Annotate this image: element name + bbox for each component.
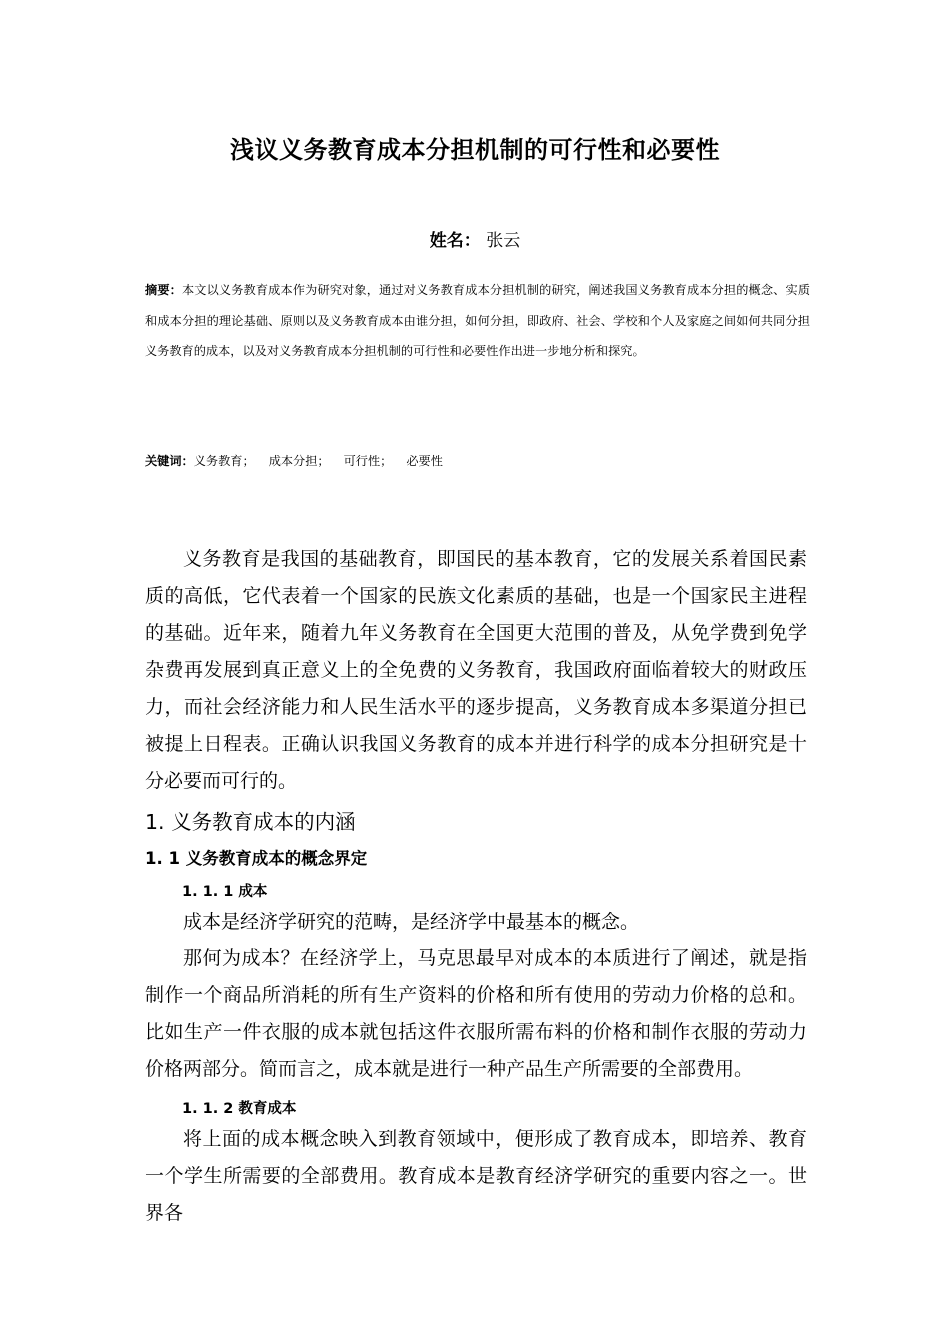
document-title: 浅议义务教育成本分担机制的可行性和必要性 (230, 136, 720, 164)
subsubsection-heading: 1. 1. 2 教育成本 (182, 1101, 297, 1117)
author-line (0, 226, 950, 251)
paragraph: 那何为成本？在经济学上，马克思最早对成本的本质进行了阐述，就是指制作一个商品所消耗的所有生产资料的价格和所有使用的劳动力价格的总和。比如生产一件衣服的成本就包括这件衣服所需布料的价格和制作衣服的劳动力价格两部分。简而言之，成本就是进行一种产品生产所需要的全部费用。 (145, 947, 807, 1080)
section-heading: 1. 义务教育成本的内涵 (145, 810, 356, 834)
abstract-text: 本文以义务教育成本作为研究对象，通过对义务教育成本分担机制的研究，阐述我国义务教育成本分担的概念、实质和成本分担的理论基础、原则以及义务教育成本由谁分担，如何分担，即政府、社会、学校和个人及家庭之间如何共同分担义务教育的成本，以及对义务教育成本分担机制的可行性和必要性作出进一步地分析和探究。 (145, 283, 811, 358)
keyword: 可行性； (343, 454, 393, 468)
keyword: 必要性 (406, 454, 443, 468)
subsubsection-heading: 1. 1. 1 成本 (182, 884, 268, 900)
author-label: 姓名： (429, 231, 481, 251)
intro-paragraph: 义务教育是我国的基础教育，即国民的基本教育，它的发展关系着国民素质的高低，它代表着一个国家的民族文化素质的基础，也是一个国家民主进程的基础。近年来，随着九年义务教育在全国更大范围的普及，从免学费到免学杂费再发展到真正意义上的全免费的义务教育，我国政府面临着较大的财政压力，而社会经济能力和人民生活水平的逐步提高，义务教育成本多渠道分担已被提上日程表。正确认识我国义务教育的成本并进行科学的成本分担研究是十分必要而可行的。 (145, 548, 807, 792)
keywords (145, 452, 810, 469)
keyword: 义务教育； (193, 454, 255, 468)
author-name: 张云 (486, 231, 521, 251)
subsection-heading: 1. 1 义务教育成本的概念界定 (145, 849, 368, 868)
keywords-label: 关键词： (145, 454, 194, 468)
abstract-label: 摘要： (145, 283, 182, 297)
paragraph: 将上面的成本概念映入到教育领域中，便形成了教育成本，即培养、教育一个学生所需要的全部费用。教育成本是教育经济学研究的重要内容之一。世界各 (145, 1128, 807, 1224)
abstract (145, 275, 810, 367)
paragraph: 成本是经济学研究的范畴，是经济学中最基本的概念。 (183, 911, 640, 933)
keyword: 成本分担； (268, 454, 330, 468)
